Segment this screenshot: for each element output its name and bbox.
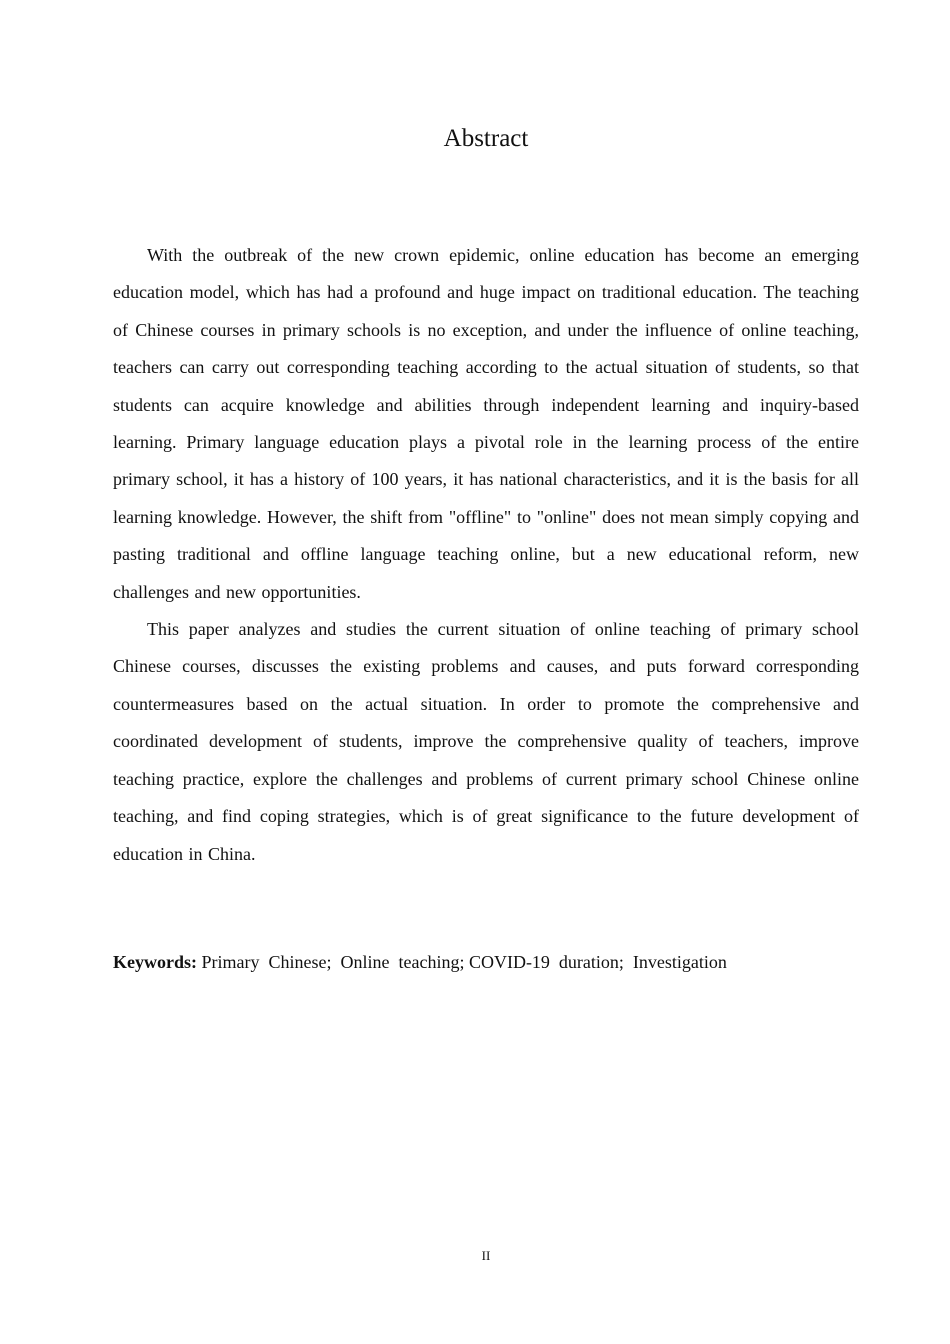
page-title: Abstract xyxy=(443,125,529,152)
abstract-body xyxy=(113,237,859,873)
keywords-line xyxy=(113,944,859,980)
page-number: II xyxy=(481,1248,491,1263)
keywords-label: Keywords: xyxy=(113,952,197,972)
abstract-paragraph-1: With the outbreak of the new crown epidemic, online education has become an emerging education model, which has had a profound and huge impact on traditional education. The teaching of Chinese courses in primary schools is no exception, and under the influence of online teaching, teachers can carry out corresponding teaching according to the actual situation of students, so that students can acquire knowledge and abilities through independent learning and inquiry-based learning. Primary language education plays a pivotal role in the learning process of the entire primary school, it has a history of 100 years, it has national characteristics, and it is the basis for all learning knowledge. However, the shift from "offline" to "online" does not mean simply copying and pasting traditional and offline language teaching online, but a new educational reform, new challenges and new opportunities. xyxy=(113,245,859,602)
abstract-paragraph-2: This paper analyzes and studies the current situation of online teaching of primary school Chinese courses, discusses the existing problems and causes, and puts forward corresponding countermeasures based on the actual situation. In order to promote the comprehensive and coordinated development of students, improve the comprehensive quality of teachers, improve teaching practice, explore the challenges and problems of current primary school Chinese online teaching, and find coping strategies, which is of great significance to the future development of education in China. xyxy=(113,619,859,864)
keywords-list: Primary Chinese; Online teaching; COVID-19 duration; Investigation xyxy=(201,952,727,972)
